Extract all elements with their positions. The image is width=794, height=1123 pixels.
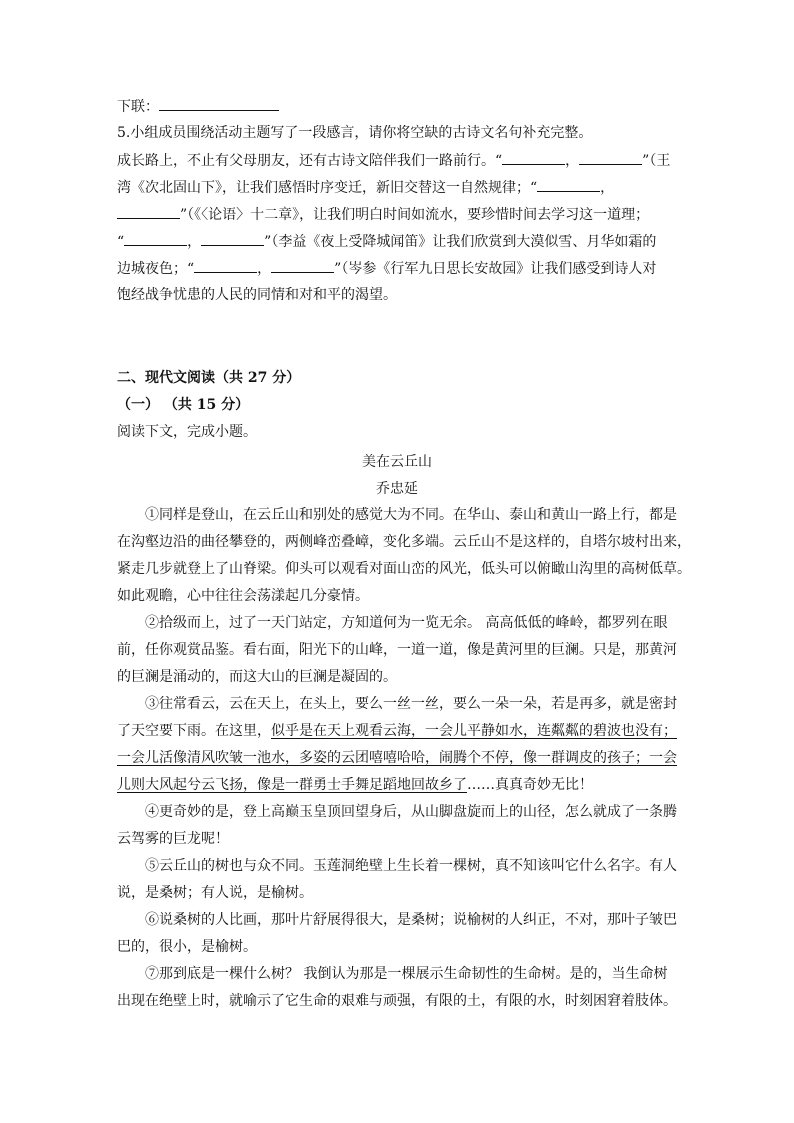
paragraph-2-line: 前，任你观赏品鉴。看右面，阳光下的山峰，一道一道，像是黄河里的巨澜。只是，那黄河 xyxy=(117,642,677,658)
answer-blank[interactable] xyxy=(159,96,279,111)
answer-blank[interactable] xyxy=(537,177,600,192)
paragraph-6-line: 巴的，很小，是榆树。 xyxy=(117,939,257,955)
paragraph-3-line-underlined: 一会儿活像清风吹皱一池水，多姿的云团嘻嘻哈哈，闹腾个不停，像一群调皮的孩子；一会 xyxy=(117,750,677,766)
reading-instruction: 阅读下文，完成小题。 xyxy=(117,424,257,440)
underlined-text: 似乎是在天上观看云海，一会儿平静如水，连粼粼的碧波也没有； xyxy=(271,723,677,739)
underlined-text: 儿则大风起兮云飞扬，像是一群勇士手舞足蹈地回故乡了 xyxy=(117,777,467,793)
paragraph-2-line: 的巨澜是涌动的，而这大山的巨澜是凝固的。 xyxy=(117,669,397,685)
q5-prompt: 5.小组成员围绕活动主题写了一段感言，请你将空缺的古诗文名句补充完整。 xyxy=(117,125,593,141)
q5-line-2: 湾《次北固山下》，让我们感悟时序变迁，新旧交替这一自然规律；“ ， xyxy=(117,177,614,198)
paragraph-4-line: ④更奇妙的是，登上高巅玉皇顶回望身后，从山脚盘旋而上的山径，怎么就成了一条腾 xyxy=(145,804,677,820)
answer-blank[interactable] xyxy=(502,150,565,165)
paragraph-5-line: ⑤云丘山的树也与众不同。玉莲洞绝壁上生长着一棵树，真不知该叫它什么名字。有人 xyxy=(145,858,677,874)
q5-line-3: ”（《〈论语〉十二章》，让我们明白时间如流水，要珍惜时间去学习这一道理； xyxy=(117,204,649,225)
section-title: 二、现代文阅读（共 27 分） xyxy=(117,370,301,386)
paragraph-3-line: 儿则大风起兮云飞扬，像是一群勇士手舞足蹈地回故乡了……真真奇妙无比！ xyxy=(117,777,593,793)
paragraph-2-line: ②拾级而上，过了一天门站定，方知道何为一览无余。 高高低低的峰岭，都罗列在眼 xyxy=(145,615,668,631)
answer-blank[interactable] xyxy=(201,231,264,246)
q4-lower-label: 下联： xyxy=(117,99,159,115)
q5-line-6: 饱经战争忧患的人民的同情和对和平的渴望。 xyxy=(117,287,397,303)
q5-line-4: “ ， ”（李益《夜上受降城闻笛》让我们欣赏到大漠似雪、月华如霜的 xyxy=(117,231,656,252)
paragraph-1-line: 在沟壑边沿的曲径攀登的，两侧峰峦叠嶂，变化多端。云丘山不是这样的，自塔尔坡村出来， xyxy=(117,534,691,550)
article-title: 美在云丘山 xyxy=(362,454,432,470)
q5-line-5: 边城夜色；“ ， ”（岑参《行军九日思长安故园》让我们感受到诗人对 xyxy=(117,258,656,279)
article-author: 乔忠延 xyxy=(376,481,418,497)
answer-blank[interactable] xyxy=(194,258,257,273)
paragraph-6-line: ⑥说桑树的人比画，那叶片舒展得很大，是桑树；说榆树的人纠正，不对，那叶子皱巴 xyxy=(145,912,677,928)
paragraph-3-line: ③往常看云，云在天上，在头上，要么一丝一丝，要么一朵一朵，若是再多，就是密封 xyxy=(145,696,677,712)
paragraph-5-line: 说，是桑树；有人说，是榆树。 xyxy=(117,885,313,901)
answer-blank[interactable] xyxy=(579,150,642,165)
q5-line-1: 成长路上，不止有父母朋友，还有古诗文陪伴我们一路前行。“ ， ”（王 xyxy=(117,150,670,171)
paragraph-1-line: 如此观瞻，心中往往会荡漾起几分豪情。 xyxy=(117,588,369,604)
paragraph-7-line: ⑦那到底是一棵什么树？ 我倒认为那是一棵展示生命韧性的生命树。是的，当生命树 xyxy=(145,966,668,982)
answer-blank[interactable] xyxy=(117,204,180,219)
paragraph-7-line: 出现在绝壁上时，就喻示了它生命的艰难与顽强，有限的土，有限的水，时刻困窘着肢体。 xyxy=(117,993,677,1009)
paragraph-1-line: ①同样是登山，在云丘山和别处的感觉大为不同。在华山、泰山和黄山一路上行，都是 xyxy=(145,507,677,523)
paragraph-1-line: 紧走几步就登上了山脊梁。仰头可以观看对面山峦的风光，低头可以俯瞰山沟里的高树低草。 xyxy=(117,561,691,577)
paragraph-3-line: 了天空要下雨。在这里，似乎是在天上观看云海，一会儿平静如水，连粼粼的碧波也没有； xyxy=(117,723,677,739)
answer-blank[interactable] xyxy=(271,258,334,273)
q4-lower-couplet xyxy=(117,96,279,117)
answer-blank[interactable] xyxy=(124,231,187,246)
section-subtitle: （一） （共 15 分） xyxy=(117,397,250,413)
paragraph-4-line: 云驾雾的巨龙呢！ xyxy=(117,831,229,847)
